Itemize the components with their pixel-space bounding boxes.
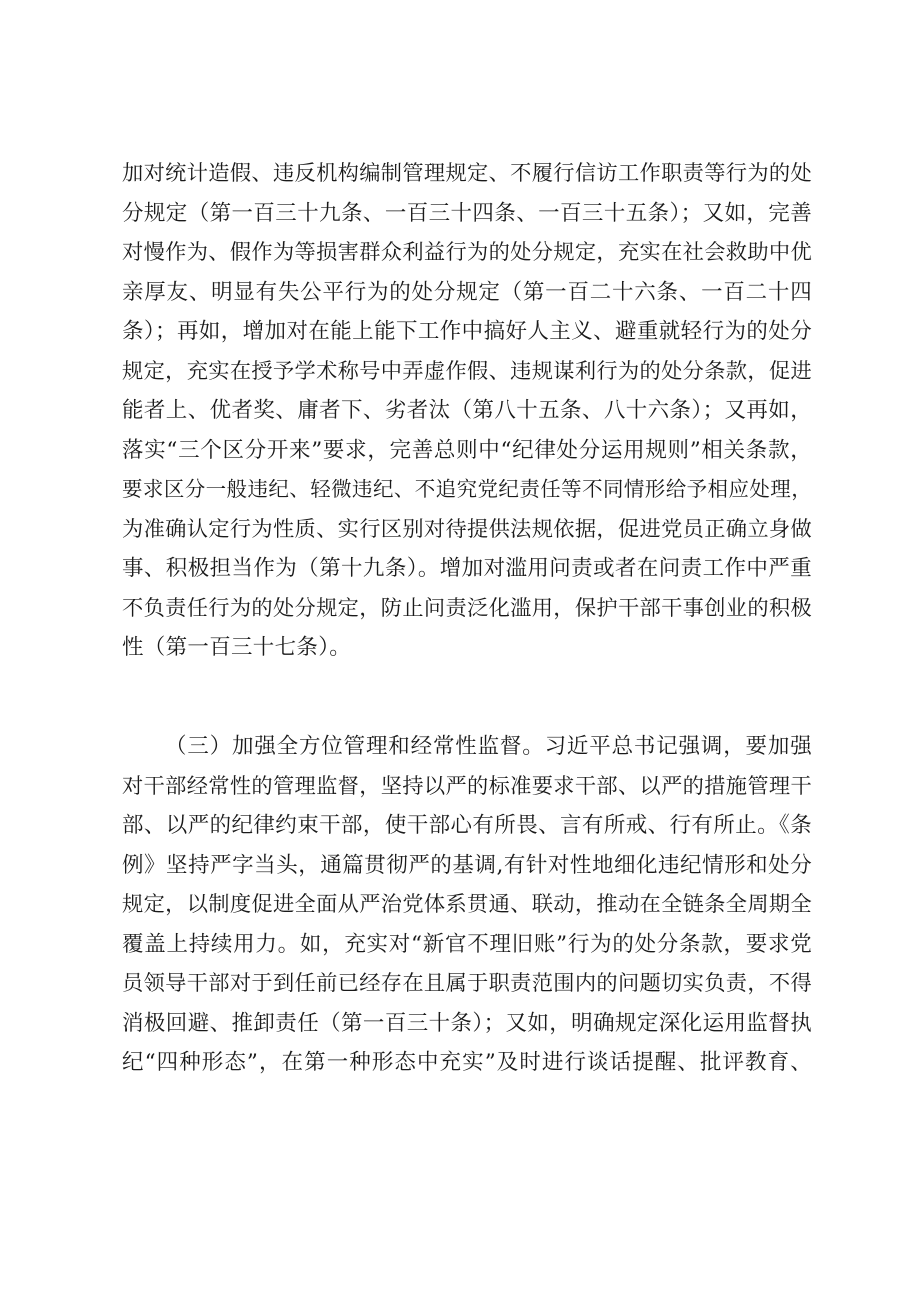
text-line: 纪“四种形态”，在第一种形态中充实”及时进行谈话提醒、批评教育、 [122, 1050, 812, 1075]
text-line: 规定，充实在授予学术称号中弄虚作假、违规谋利行为的处分条款，促进 [122, 358, 812, 384]
text-line: 为准确认定行为性质、实行区别对待提供法规依据，促进党员正确立身做 [122, 516, 812, 542]
text-line: 能者上、优者奖、庸者下、劣者汰（第八十五条、八十六条）；又再如， [122, 398, 812, 423]
text-line: 员领导干部对于到任前已经存在且属于职责范围内的问题切实负责，不得 [122, 971, 812, 996]
section-heading-line: （三）加强全方位管理和经常性监督。习近平总书记强调，要加强 [165, 734, 812, 759]
text-line: 对慢作为、假作为等损害群众利益行为的处分规定，充实在社会救助中优 [122, 240, 812, 265]
text-line: 覆盖上持续用力。如，充实对“新官不理旧账”行为的处分条款，要求党 [122, 931, 812, 957]
paragraph-2 [122, 727, 812, 1083]
paragraph-1 [122, 154, 812, 668]
text-line: 例》坚持严字当头，通篇贯彻严的基调,有针对性地细化违纪情形和处分 [122, 852, 812, 878]
text-line: 事、积极担当作为（第十九条）。增加对滥用问责或者在问责工作中严重 [122, 556, 812, 581]
text-line: 落实“三个区分开来”要求，完善总则中“纪律处分运用规则”相关条款， [122, 437, 812, 463]
text-line: 加对统计造假、违反机构编制管理规定、不履行信访工作职责等行为的处 [122, 161, 812, 186]
text-line: 性（第一百三十七条）。 [122, 635, 352, 660]
text-line: 对干部经常性的管理监督，坚持以严的标准要求干部、以严的措施管理干 [122, 773, 812, 799]
text-line: 亲厚友、明显有失公平行为的处分规定（第一百二十六条、一百二十四 [122, 279, 812, 305]
text-line: 规定，以制度促进全面从严治党体系贯通、联动，推动在全链条全周期全 [122, 892, 812, 917]
text-line: 消极回避、推卸责任（第一百三十条）；又如，明确规定深化运用监督执 [122, 1010, 812, 1036]
text-line: 不负责任行为的处分规定，防止问责泛化滥用，保护干部干事创业的积极 [122, 595, 812, 621]
text-line: 分规定（第一百三十九条、一百三十四条、一百三十五条）；又如，完善 [122, 200, 812, 226]
text-line: 部、以严的纪律约束干部，使干部心有所畏、言有所戒、行有所止。《条 [122, 813, 812, 838]
text-line: 条）；再如，增加对在能上能下工作中搞好人主义、避重就轻行为的处分 [122, 319, 812, 344]
text-line: 要求区分一般违纪、轻微违纪、不追究党纪责任等不同情形给予相应处理， [122, 477, 812, 501]
